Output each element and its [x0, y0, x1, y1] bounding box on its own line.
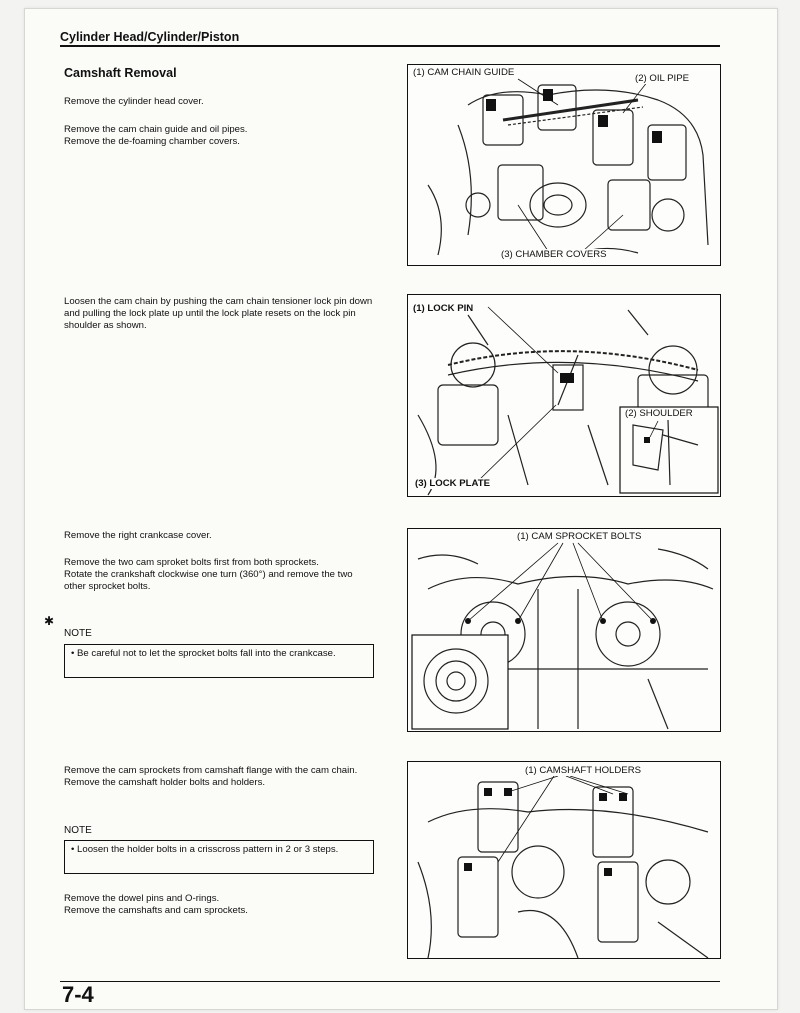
figure-2-illustration — [408, 295, 720, 496]
note-box-1: • Be careful not to let the sprocket bolts fall into the crankcase. — [64, 644, 374, 678]
figure-2-callout-shoulder: (2) SHOULDER — [625, 408, 693, 419]
figure-4-callout-camshaft-holders: (1) CAMSHAFT HOLDERS — [525, 765, 642, 776]
figure-1-illustration — [408, 65, 720, 265]
margin-mark: ✱ — [44, 614, 55, 628]
header-rule — [60, 45, 720, 47]
step-remove-guide-pipes: Remove the cam chain guide and oil pipes. Remove the de-foaming chamber covers. — [64, 124, 248, 148]
figure-1-callout-oil-pipe: (2) OIL PIPE — [635, 73, 690, 84]
step-remove-sprockets-holders: Remove the cam sprockets from camshaft flange with the cam chain. Remove the camshaft holder bolts and holders. — [64, 765, 358, 789]
figure-cam-sprocket-bolts — [407, 528, 721, 732]
footer-rule — [60, 981, 720, 982]
figure-camshaft-holders — [407, 761, 721, 959]
figure-1-callout-cam-chain-guide: (1) CAM CHAIN GUIDE — [413, 67, 515, 78]
step-remove-sprocket-bolts: Remove the two cam sproket bolts first from both sprockets. Rotate the crankshaft clockwise one turn (360°) and remove the two other sprocket bolts. — [64, 557, 353, 593]
figure-4-illustration — [408, 762, 720, 958]
note-label-1: NOTE — [64, 628, 92, 639]
figure-2-callout-lock-plate: (3) LOCK PLATE — [415, 478, 490, 489]
step-remove-crankcase-cover: Remove the right crankcase cover. — [64, 530, 212, 541]
figure-3-callout-cam-sprocket-bolts: (1) CAM SPROCKET BOLTS — [517, 531, 642, 542]
figure-1-callout-chamber-covers: (3) CHAMBER COVERS — [501, 249, 607, 260]
figure-2-callout-lock-pin: (1) LOCK PIN — [413, 303, 474, 314]
section-title: Camshaft Removal — [64, 66, 177, 80]
figure-3-illustration — [408, 529, 720, 731]
step-remove-head-cover: Remove the cylinder head cover. — [64, 96, 204, 107]
step-remove-camshafts: Remove the dowel pins and O-rings. Remove the camshafts and cam sprockets. — [64, 893, 248, 917]
note-box-2: • Loosen the holder bolts in a crisscross pattern in 2 or 3 steps. — [64, 840, 374, 874]
figure-cam-chain-guide — [407, 64, 721, 266]
page-header-title: Cylinder Head/Cylinder/Piston — [60, 30, 240, 44]
page-number: 7-4 — [62, 982, 94, 1007]
step-loosen-cam-chain: Loosen the cam chain by pushing the cam chain tensioner lock pin down and pulling the lock plate up until the lock plate resets on the lock pin shoulder as shown. — [64, 296, 373, 332]
figure-lock-pin — [407, 294, 721, 497]
note-label-2: NOTE — [64, 825, 92, 836]
